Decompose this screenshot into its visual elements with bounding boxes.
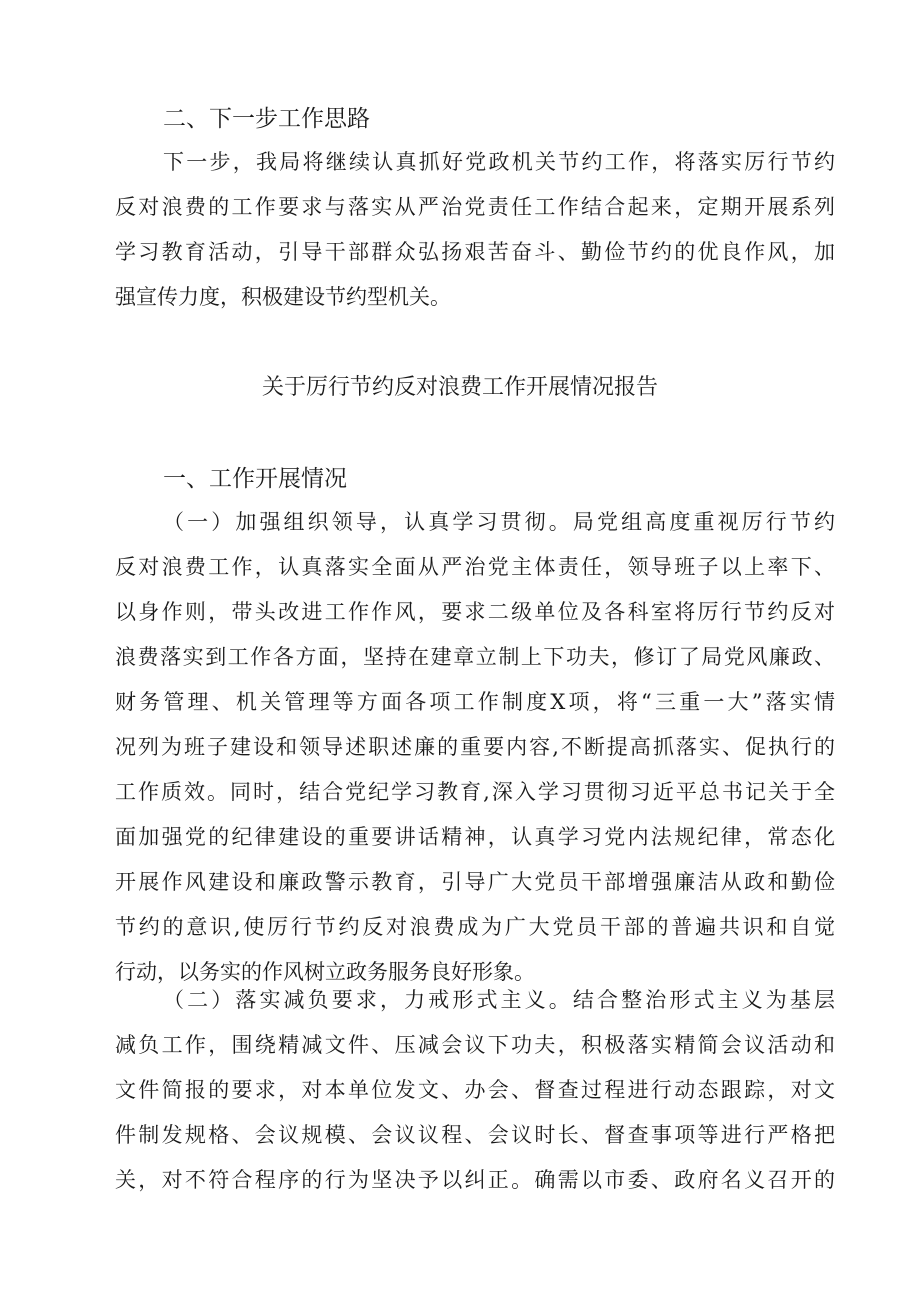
paragraph-line: 以身作则，带头改进工作作风，要求二级单位及各科室将厉行节约反对 — [115, 600, 835, 624]
paragraph-line: 况列为班子建设和领导述职述廉的重要内容,不断提高抓落实、促执行的 — [115, 735, 835, 759]
section-heading-next-steps: 二、下一步工作思路 — [163, 106, 370, 132]
paragraph-line: 文件简报的要求，对本单位发文、办会、督查过程进行动态跟踪，对文 — [115, 1078, 835, 1102]
paragraph-next-steps — [115, 140, 835, 320]
paragraph-line: 减负工作，围绕精减文件、压减会议下功夫，积极落实精简会议活动和 — [115, 1033, 835, 1057]
paragraph-line: （一）加强组织领导，认真学习贯彻。局党组高度重视厉行节约 — [163, 510, 835, 534]
paragraph-reduce-burden — [115, 978, 835, 1203]
paragraph-organization-leadership — [115, 500, 835, 995]
paragraph-line: 财务管理、机关管理等方面各项工作制度X项，将“三重一大”落实情 — [115, 690, 835, 714]
report-title: 关于厉行节约反对浪费工作开展情况报告 — [261, 375, 658, 400]
paragraph-line: 行动，以务实的作风树立政务服务良好形象。 — [115, 960, 535, 984]
paragraph-line: 开展作风建设和廉政警示教育，引导广大党员干部增强廉洁从政和勤俭 — [115, 870, 835, 894]
paragraph-line: 学习教育活动，引导干部群众弘扬艰苦奋斗、勤俭节约的优良作风，加 — [115, 240, 835, 264]
paragraph-line: 关，对不符合程序的行为坚决予以纠正。确需以市委、政府名义召开的 — [115, 1168, 835, 1192]
paragraph-line: 节约的意识,使厉行节约反对浪费成为广大党员干部的普遍共识和自觉 — [115, 915, 835, 939]
section-heading-work-status: 一、工作开展情况 — [163, 466, 347, 492]
paragraph-line: （二）落实减负要求，力戒形式主义。结合整治形式主义为基层 — [163, 988, 835, 1012]
paragraph-line: 面加强党的纪律建设的重要讲话精神，认真学习党内法规纪律，常态化 — [115, 825, 835, 849]
paragraph-line: 件制发规格、会议规模、会议议程、会议时长、督查事项等进行严格把 — [115, 1123, 835, 1147]
paragraph-line: 强宣传力度，积极建设节约型机关。 — [115, 285, 451, 309]
paragraph-line: 反对浪费的工作要求与落实从严治党责任工作结合起来，定期开展系列 — [115, 195, 835, 219]
paragraph-line: 反对浪费工作，认真落实全面从严治党主体责任，领导班子以上率下、 — [115, 555, 835, 579]
paragraph-line: 工作质效。同时，结合党纪学习教育,深入学习贯彻习近平总书记关于全 — [115, 780, 835, 804]
paragraph-line: 下一步，我局将继续认真抓好党政机关节约工作，将落实厉行节约 — [163, 150, 835, 174]
paragraph-line: 浪费落实到工作各方面，坚持在建章立制上下功夫，修订了局党风廉政、 — [115, 645, 835, 669]
